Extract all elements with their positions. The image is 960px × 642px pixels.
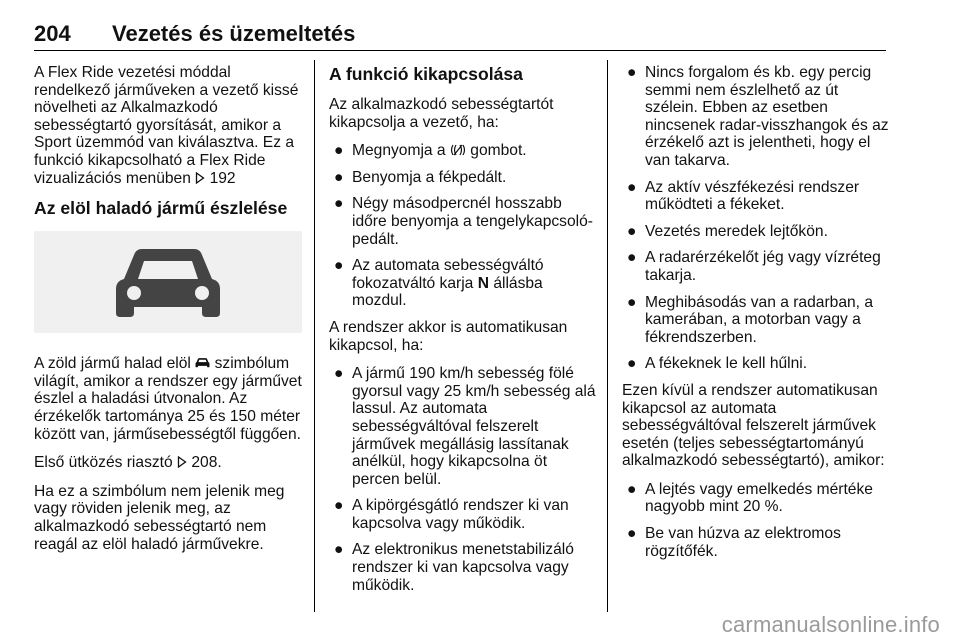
section-heading: Az elöl haladó jármű észlelése <box>34 198 288 219</box>
paragraph-text: Első ütközés riasztó <box>34 454 173 472</box>
cruise-cancel-icon <box>450 144 466 156</box>
paragraph: Az alkalmazkodó sebességtartót kikapcsolja a vezető, ha: <box>329 96 554 131</box>
list-item <box>329 195 597 248</box>
list-item <box>622 179 892 214</box>
list-item-text: Megnyomja a <box>352 142 446 160</box>
list-item <box>622 481 892 516</box>
column-divider <box>314 60 315 612</box>
list-item-text: Be van húzva az elektromos rögzítőfék. <box>645 525 841 560</box>
page-reference[interactable]: 208. <box>191 454 222 472</box>
list-item <box>622 525 892 560</box>
bullet-icon: ● <box>627 525 637 543</box>
column-3 <box>622 64 892 569</box>
list-item-text: Nincs forgalom és kb. egy percig semmi nem észlelhető az út szélein. Ebben az esetben nincsenek radar-visszhangok és az érzékelő azt is jelentheti, hogy el van takarva. <box>645 64 889 169</box>
paragraph-text: szimbólum világít, amikor a rendszer egy járművet észlel a haladási útvonalon. Az érzékelők tartománya 25 és 150 méter között van, járműsebességtől függően. <box>34 355 302 443</box>
gear-position-label: N <box>477 274 489 292</box>
bullet-icon: ● <box>627 178 637 196</box>
list-item <box>622 249 892 284</box>
list-item-text: Négy másodpercnél hosszabb időre benyomja a tengelykapcsoló-pedált. <box>352 195 593 248</box>
page-title: Vezetés és üzemeltetés <box>112 21 356 46</box>
list-item <box>329 497 597 532</box>
column-2 <box>329 64 597 603</box>
bullet-icon: ● <box>334 497 344 515</box>
vehicle-ahead-icon <box>195 356 210 369</box>
page-header <box>34 16 886 51</box>
watermark: carmanualsonline.info <box>721 612 940 637</box>
paragraph <box>34 355 302 443</box>
list-item-text: A jármű 190 km/h sebesség fölé gyorsul vagy 25 km/h sebesség alá lassul. Az automata sebességváltóval felszerelt járművek megállásig lassítanak anélkül, hogy kikapcsolna öt percen belül. <box>352 365 596 488</box>
list-item-text: A kipörgésgátló rendszer ki van kapcsolva vagy működik. <box>352 497 569 532</box>
list-item-text: A fékeknek le kell hűlni. <box>645 355 808 373</box>
list-item-text: állásba mozdul. <box>352 274 543 310</box>
page-reference[interactable]: 192 <box>209 169 236 187</box>
column-1 <box>34 64 302 564</box>
list-item-text: Vezetés meredek lejtőkön. <box>645 222 828 240</box>
paragraph: Ezen kívül a rendszer automatikusan kikapcsol az automata sebességváltóval felszerelt járművek esetén (teljes sebességtartományú alkalmazkodó sebességtartó), amikor: <box>622 381 885 470</box>
list-item-text: Az automata sebességváltó fokozatváltó karja <box>352 257 544 292</box>
bullet-icon: ● <box>334 365 344 383</box>
paragraph <box>34 64 302 187</box>
bullet-list <box>329 142 597 310</box>
bullet-icon: ● <box>627 64 637 81</box>
paragraph: Ha ez a szimbólum nem jelenik meg vagy röviden jelenik meg, az alkalmazkodó sebességtartó nem reagál az elöl haladó járművekre. <box>34 482 285 553</box>
list-item-text: A lejtés vagy emelkedés mértéke nagyobb mint 20 %. <box>645 480 873 516</box>
bullet-icon: ● <box>334 257 344 275</box>
list-item <box>622 294 892 347</box>
column-divider <box>607 60 608 612</box>
section-heading: A funkció kikapcsolása <box>329 64 523 84</box>
bullet-icon: ● <box>627 355 637 373</box>
list-item-text: Benyomja a fékpedált. <box>352 168 507 186</box>
bullet-icon: ● <box>627 293 637 311</box>
bullet-icon: ● <box>627 222 637 240</box>
bullet-list <box>622 481 892 560</box>
reference-arrow-icon <box>177 456 187 468</box>
list-item <box>329 142 597 160</box>
list-item-text: Az elektronikus menetstabilizáló rendszer ki van kapcsolva vagy működik. <box>352 541 574 594</box>
paragraph: A rendszer akkor is automatikusan kikapcsol, ha: <box>329 318 568 354</box>
list-item <box>329 365 597 488</box>
list-item-text: Meghibásodás van a radarban, a kamerában, a motorban vagy a fékrendszerben. <box>645 293 873 346</box>
vehicle-ahead-icon <box>112 243 224 321</box>
bullet-icon: ● <box>334 168 344 186</box>
list-item <box>622 64 892 170</box>
bullet-icon: ● <box>334 541 344 559</box>
reference-arrow-icon <box>195 172 205 184</box>
list-item <box>622 223 892 241</box>
list-item <box>622 355 892 373</box>
paragraph <box>34 454 302 472</box>
page-number: 204 <box>34 21 71 46</box>
list-item <box>329 169 597 187</box>
bullet-icon: ● <box>334 195 344 213</box>
list-item-text: Az aktív vészfékezési rendszer működteti a fékeket. <box>645 178 860 214</box>
bullet-list <box>329 365 597 594</box>
paragraph-text: A Flex Ride vezetési móddal rendelkező járműveken a vezető kissé növelheti az Alkalmazkodó sebességtartó gyorsítását, amikor a Sport üzemmód van kiválasztva. Ez a funkció kikapcsolható a Flex Ride vizualizációs menüben <box>34 64 299 187</box>
bullet-icon: ● <box>627 480 637 498</box>
list-item-text: gombot. <box>470 142 527 160</box>
list-item <box>329 257 597 310</box>
bullet-icon: ● <box>627 249 637 267</box>
paragraph-text: A zöld jármű halad elöl <box>34 355 191 373</box>
vehicle-ahead-figure <box>34 231 302 333</box>
list-item-text: A radarérzékelőt jég vagy vízréteg takarja. <box>645 249 881 284</box>
bullet-list <box>622 64 892 373</box>
list-item <box>329 541 597 594</box>
bullet-icon: ● <box>334 142 344 160</box>
